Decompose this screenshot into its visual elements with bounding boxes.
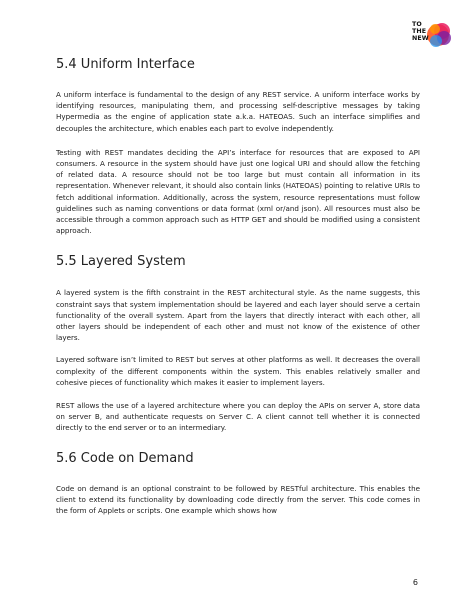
section-heading-uniform-interface: 5.4 Uniform Interface [56, 57, 195, 72]
document-body [56, 56, 420, 516]
logo-line-1: TO [412, 21, 422, 28]
page-number: 6 [412, 578, 418, 587]
logo-wordmark [412, 21, 429, 43]
paragraph: A uniform interface is fundamental to the design of any REST service. A uniform interface works by identifying resources, manipulating them, and processing self-descriptive messages by taking Hypermedia as the engine of application state a.k.a. HATEOAS. Such an interface simplifies and decouples the architecture, which enables each part to evolve independently. [56, 90, 420, 133]
paragraph: A layered system is the fifth constraint in the REST architectural style. As the name suggests, this constraint says that system implementation should be layered and each layer should serve a certain functionality of the overall system. Apart from the layers that directly interact with each other, all other layers should be independent of each other and must not know of the existence of other layers. [56, 288, 420, 343]
section-heading-code-on-demand: 5.6 Code on Demand [56, 450, 194, 466]
section-heading-layered-system: 5.5 Layered System [56, 254, 186, 270]
logo-line-3: NEW [412, 35, 429, 43]
paragraph: Testing with REST mandates deciding the API’s interface for resources that are exposed to API consumers. A resource in the system should have just one logical URI and should allow the fetching of related data. A resource should not be too large but must contain all information in its representation. Whenever relevant, it should also contain links (HATEOAS) pointing to relative URIs to fetch additional information. Additionally, across the system, resource representations must follow guidelines such as naming conventions or data format (xml or/and json). All resources must also be accessible through a common approach such as HTTP GET and should be modified using a consistent approach. [56, 147, 420, 236]
brand-logo [411, 18, 453, 52]
paragraph: Code on demand is an optional constraint to be followed by RESTful architecture. This enables the client to extend its functionality by downloading code directly from the server. This code comes in the form of Applets or scripts. One example which shows how [56, 483, 420, 516]
paragraph: Layered software isn’t limited to REST but serves at other platforms as well. It decreases the overall complexity of the different components within the system. This enables relatively smaller and cohesive pieces of functionality which makes it easier to implement layers. [56, 355, 420, 387]
paragraph: REST allows the use of a layered architecture where you can deploy the APIs on server A, store data on server B, and authenticate requests on Server C. A client cannot tell whether it is connected directly to the end server or to an intermediary. [56, 401, 420, 433]
logo-line-2: THE [412, 28, 427, 36]
